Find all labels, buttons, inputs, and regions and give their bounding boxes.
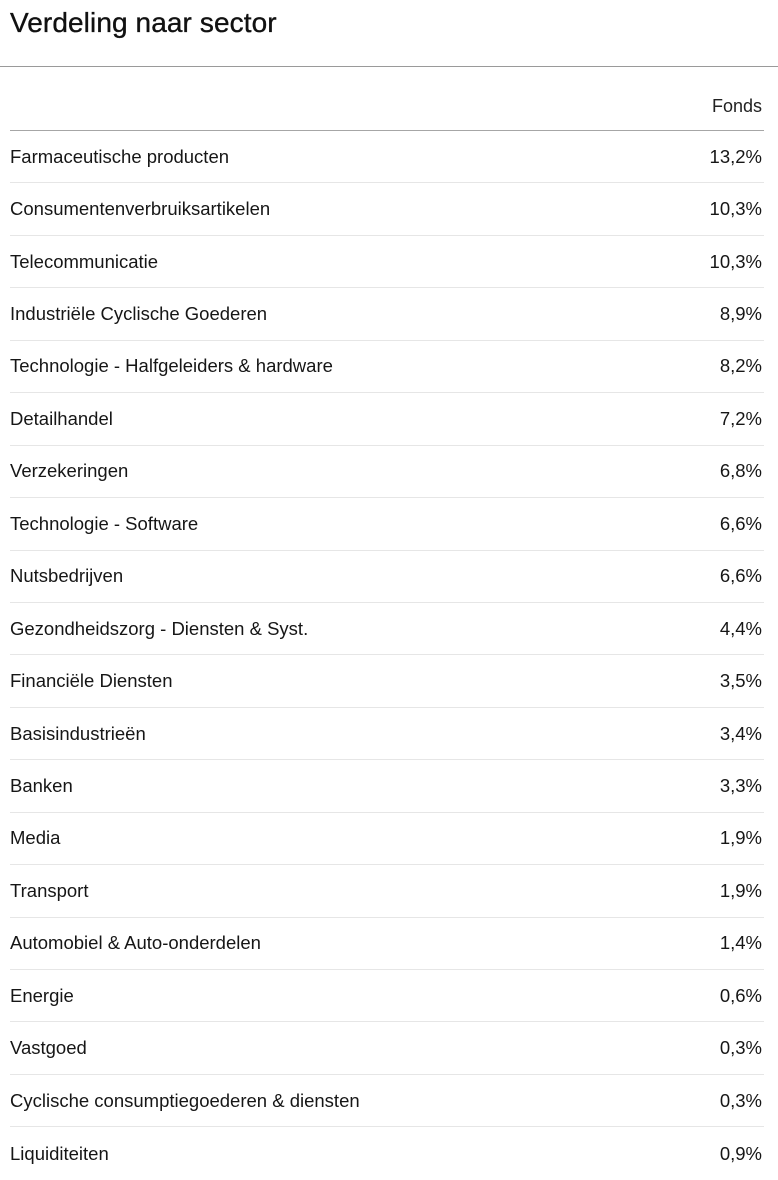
table-row [10,236,764,288]
table-row [10,341,764,393]
sector-value: 7,2% [719,407,762,429]
sector-label: Financiële Diensten [10,670,173,692]
sector-value: 13,2% [709,145,762,167]
table-row [10,655,764,707]
sector-value: 0,3% [719,1089,762,1111]
sector-value: 10,3% [709,250,762,272]
sector-label: Gezondheidszorg - Diensten & Syst. [10,617,309,639]
sector-label: Basisindustrieën [10,722,146,744]
table-row [10,603,764,655]
sector-label: Energie [10,984,74,1006]
sector-label: Technologie - Software [10,512,199,534]
table-row [10,970,764,1022]
sector-label: Media [10,827,61,849]
table-body [10,131,764,1180]
table-row [10,760,764,812]
page-title: Verdeling naar sector [10,7,277,38]
sector-value: 0,6% [719,984,762,1006]
table-row [10,288,764,340]
table-row [10,865,764,917]
sector-label: Vastgoed [10,1037,87,1059]
table-row [10,813,764,865]
sector-value: 1,4% [719,932,762,954]
table-header [10,90,764,131]
table-row [10,183,764,235]
sector-label: Telecommunicatie [10,250,159,272]
sector-label: Farmaceutische producten [10,145,230,167]
sector-value: 6,6% [719,512,762,534]
sector-value: 3,5% [719,670,762,692]
sector-value: 3,3% [719,774,762,796]
sector-label: Banken [10,774,73,796]
table-row [10,393,764,445]
table-row [10,1022,764,1074]
sector-value: 6,6% [719,565,762,587]
sector-label: Transport [10,879,89,901]
section-divider [0,66,778,67]
sector-value: 4,4% [719,617,762,639]
sector-label: Nutsbedrijven [10,565,124,587]
table-row [10,1127,764,1179]
sector-value: 3,4% [719,722,762,744]
sector-value: 0,3% [719,1037,762,1059]
table-row [10,498,764,550]
sector-value: 10,3% [709,198,762,220]
sector-value: 0,9% [719,1142,762,1164]
sector-value: 1,9% [719,827,762,849]
table-row [10,1075,764,1127]
table-row [10,708,764,760]
sector-allocation-table [10,90,764,1180]
sector-value: 6,8% [719,460,762,482]
sector-label: Consumentenverbruiksartikelen [10,198,271,220]
table-row [10,446,764,498]
sector-label: Cyclische consumptiegoederen & diensten [10,1089,360,1111]
sector-value: 8,2% [719,355,762,377]
sector-label: Automobiel & Auto-onderdelen [10,932,261,954]
sector-label: Liquiditeiten [10,1142,109,1164]
table-row [10,918,764,970]
table-row [10,551,764,603]
table-row [10,131,764,183]
column-header-fonds: Fonds [711,96,762,116]
sector-label: Verzekeringen [10,460,129,482]
sector-value: 1,9% [719,879,762,901]
sector-label: Industriële Cyclische Goederen [10,303,268,325]
sector-label: Detailhandel [10,407,113,429]
sector-value: 8,9% [719,303,762,325]
sector-label: Technologie - Halfgeleiders & hardware [10,355,333,377]
